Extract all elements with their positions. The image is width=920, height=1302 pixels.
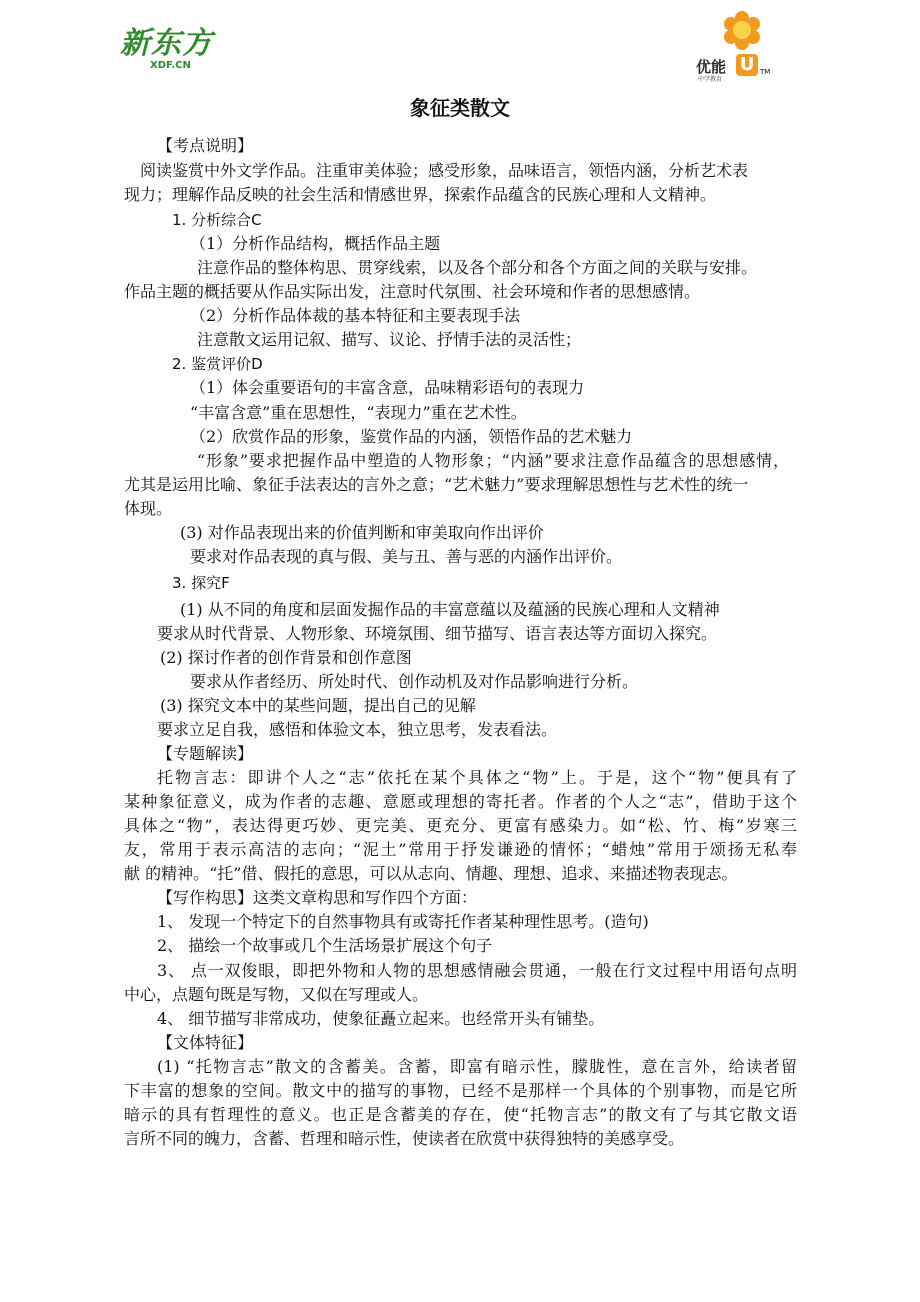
text-line: (2) 探讨作者的创作背景和创作意图 [160, 648, 412, 667]
text-line: 献 的精神。“托”借、假托的意思，可以从志向、情趣、理想、追求、来描述物表现志。 [124, 864, 738, 883]
text-line: (3) 探究文本中的某些问题，提出自己的见解 [160, 696, 476, 715]
numbered-heading: 2. 鉴赏评价D [172, 355, 263, 373]
text-line: 阅读鉴赏中外文学作品。注重审美体验；感受形象，品味语言，领悟内涵，分析艺术表 [140, 161, 749, 180]
youneng-logo-sub: 中学教育 [698, 76, 723, 83]
text-line: 中心，点题句既是写物，又似在写理或人。 [124, 985, 429, 1004]
youneng-logo-tm: TM [760, 68, 771, 76]
section-heading: 【写作构思】这类文章构思和写作四个方面： [157, 888, 478, 907]
numbered-heading: 1. 分析综合C [172, 211, 262, 229]
flower-icon [722, 10, 762, 54]
numbered-heading: 3. 探究F [172, 574, 230, 592]
text-line: 下丰富的想象的空间。散文中的描写的事物，已经不是那样一个具体的个别事物，而是它所 [124, 1081, 797, 1100]
xdf-logo [120, 28, 220, 74]
text-line: 某种象征意义，成为作者的志趣、意愿或理想的寄托者。作者的个人之“志”，借助于这个 [124, 792, 797, 811]
text-line: (3) 对作品表现出来的价值判断和审美取向作出评价 [180, 523, 544, 542]
text-line: “形象”要求把握作品中塑造的人物形象；“内涵”要求注意作品蕴含的思想感情， [197, 451, 789, 470]
section-heading: 【文体特征】 [157, 1033, 254, 1052]
text-line: （2）分析作品体裁的基本特征和主要表现手法 [190, 306, 521, 325]
text-line: （1）分析作品结构，概括作品主题 [190, 234, 441, 253]
text-line: 具体之“物”，表达得更巧妙、更完美、更充分、更富有感染力。如“松、竹、梅”岁寒三 [124, 816, 797, 835]
text-line: 要求从作者经历、所处时代、创作动机及对作品影响进行分析。 [190, 672, 639, 691]
text-line: 作品主题的概括要从作品实际出发，注意时代氛围、社会环境和作者的思想感情。 [124, 282, 701, 301]
text-line: “丰富含意”重在思想性，“表现力”重在艺术性。 [190, 403, 527, 422]
text-line: 注意作品的整体构思、贯穿线索，以及各个部分和各个方面之间的关联与安排。 [197, 258, 758, 277]
section-heading: 【专题解读】 [157, 744, 254, 763]
text-line: 要求立足自我，感悟和体验文本，独立思考，发表看法。 [157, 720, 558, 739]
text-line: 托物言志：即讲个人之“志”依托在某个具体之“物”上。于是，这个“物”便具有了 [157, 768, 797, 787]
text-line: 要求对作品表现的真与假、美与丑、善与恶的内涵作出评价。 [190, 547, 623, 566]
text-line: 体现。 [124, 499, 173, 518]
text-line: 1、 发现一个特定下的自然事物具有或寄托作者某种理性思考。(造句) [157, 912, 649, 931]
text-line: 4、 细节描写非常成功，使象征矗立起来。也经常开头有铺垫。 [157, 1009, 605, 1028]
text-line: 友，常用于表示高洁的志向；“泥土”常用于抒发谦逊的情怀；“蜡烛”常用于颂扬无私奉 [124, 840, 797, 859]
xdf-logo-site: XDF.CN [150, 60, 191, 71]
text-line: 现力；理解作品反映的社会生活和情感世界，探索作品蕴含的民族心理和人文精神。 [124, 185, 717, 204]
text-line: 2、 描绘一个故事或几个生活场景扩展这个句子 [157, 936, 493, 955]
youneng-logo [692, 10, 782, 83]
text-line: (1) 从不同的角度和层面发掘作品的丰富意蕴以及蕴涵的民族心理和人文精神 [180, 600, 720, 619]
text-line: 暗示的具有哲理性的意义。也正是含蓄美的存在，使“托物言志”的散文有了与其它散文语 [124, 1105, 797, 1124]
text-line: 注意散文运用记叙、描写、议论、抒情手法的灵活性； [197, 330, 582, 349]
text-line: 尤其是运用比喻、象征手法表达的言外之意；“艺术魅力”要求理解思想性与艺术性的统一 [124, 475, 749, 494]
xdf-logo-brand: 新东方 [120, 26, 213, 61]
document-title: 象征类散文 [410, 96, 510, 120]
youneng-logo-brand: 优能 [696, 58, 727, 76]
section-heading: 【考点说明】 [157, 136, 254, 155]
text-line: （2）欣赏作品的形象，鉴赏作品的内涵，领悟作品的艺术魅力 [190, 427, 633, 446]
text-line: 3、 点一双俊眼，即把外物和人物的思想感情融会贯通，一般在行文过程中用语句点明 [157, 961, 797, 980]
text-line: 要求从时代背景、人物形象、环境氛围、细节描写、语言表达等方面切入探究。 [157, 624, 718, 643]
text-line: (1) “托物言志”散文的含蓄美。含蓄，即富有暗示性，朦胧性，意在言外，给读者留 [157, 1057, 797, 1076]
text-line: 言所不同的魄力，含蓄、哲理和暗示性，使读者在欣赏中获得独特的美感享受。 [124, 1129, 685, 1148]
text-line: （1）体会重要语句的丰富含意，品味精彩语句的表现力 [190, 378, 585, 397]
youneng-logo-u: U [736, 54, 758, 76]
